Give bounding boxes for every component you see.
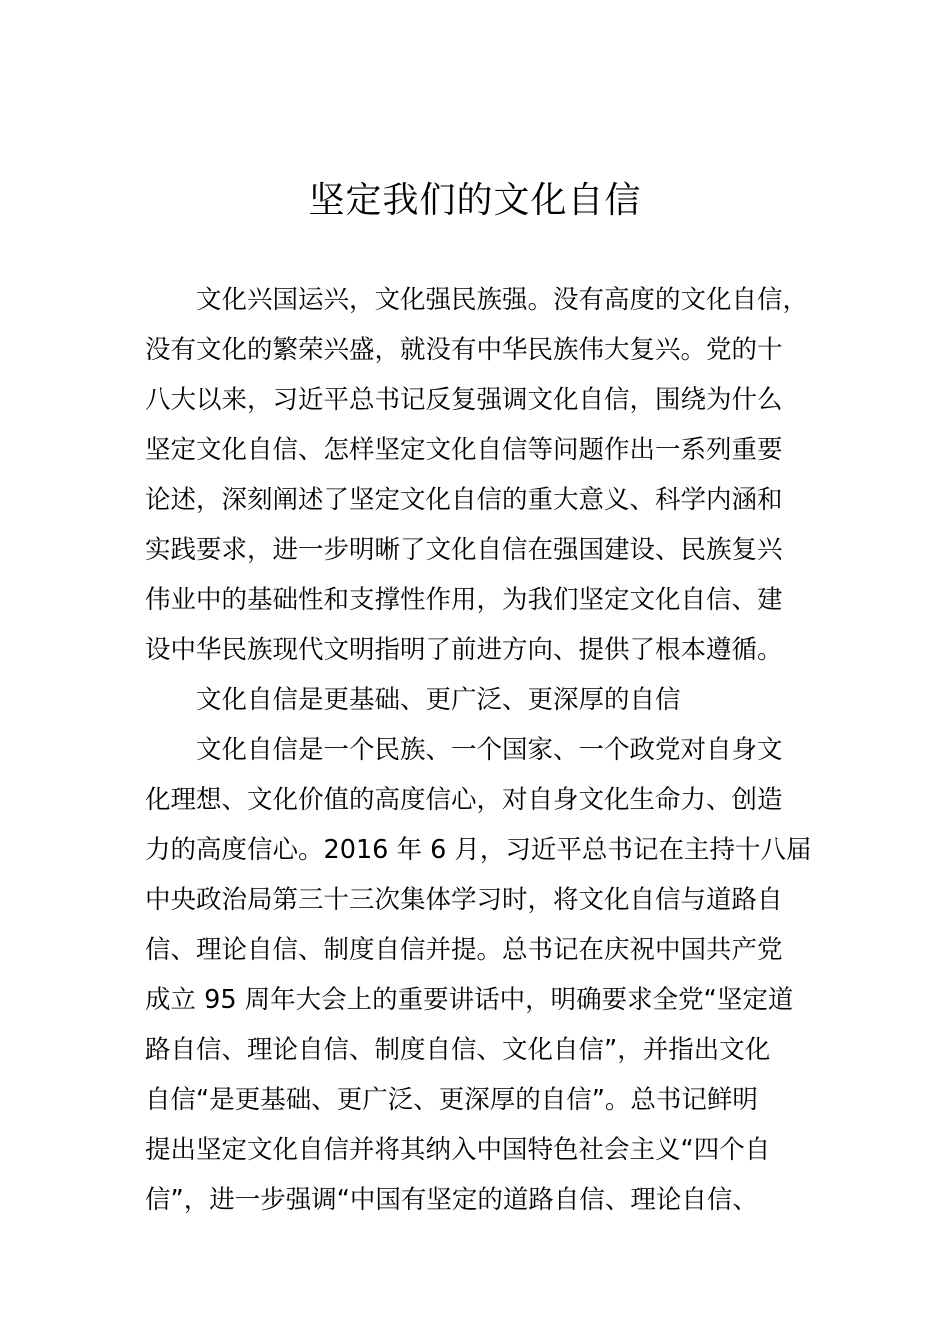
paragraph-2-line-7: 路自信、理论自信、制度自信、文化自信”，并指出文化 [145, 1035, 771, 1065]
paragraph-2-line-10: 信”，进一步强调“中国有坚定的道路自信、理论自信、 [145, 1185, 758, 1215]
paragraph-2-line-4: 中央政治局第三十三次集体学习时，将文化自信与道路自 [145, 885, 783, 915]
document-title: 坚定我们的文化自信 [308, 180, 642, 221]
section-heading: 文化自信是更基础、更广泛、更深厚的自信 [196, 685, 681, 715]
paragraph-1-line-1: 文化兴国运兴，文化强民族强。没有高度的文化自信， [196, 285, 809, 315]
paragraph-2-line-8: 自信“是更基础、更广泛、更深厚的自信”。总书记鲜明 [145, 1085, 758, 1115]
paragraph-2-line-1: 文化自信是一个民族、一个国家、一个政党对自身文 [196, 735, 783, 765]
document-body [145, 275, 825, 1225]
paragraph-1-line-2: 没有文化的繁荣兴盛，就没有中华民族伟大复兴。党的十 [145, 335, 783, 365]
paragraph-2-line-6: 成立 95 周年大会上的重要讲话中，明确要求全党“坚定道 [145, 985, 794, 1015]
paragraph-1-line-3: 八大以来，习近平总书记反复强调文化自信，围绕为什么 [145, 385, 783, 415]
paragraph-1-line-4: 坚定文化自信、怎样坚定文化自信等问题作出一系列重要 [145, 435, 783, 465]
paragraph-1-line-7: 伟业中的基础性和支撑性作用，为我们坚定文化自信、建 [145, 585, 783, 615]
paragraph-1-line-5: 论述，深刻阐述了坚定文化自信的重大意义、科学内涵和 [145, 485, 783, 515]
paragraph-2-line-3: 力的高度信心。2016 年 6 月，习近平总书记在主持十八届 [145, 835, 812, 865]
paragraph-1-line-8: 设中华民族现代文明指明了前进方向、提供了根本遵循。 [145, 635, 783, 665]
paragraph-2-line-5: 信、理论自信、制度自信并提。总书记在庆祝中国共产党 [145, 935, 783, 965]
paragraph-1-line-6: 实践要求，进一步明晰了文化自信在强国建设、民族复兴 [145, 535, 783, 565]
paragraph-2-line-9: 提出坚定文化自信并将其纳入中国特色社会主义“四个自 [145, 1135, 771, 1165]
paragraph-2-line-2: 化理想、文化价值的高度信心，对自身文化生命力、创造 [145, 785, 783, 815]
